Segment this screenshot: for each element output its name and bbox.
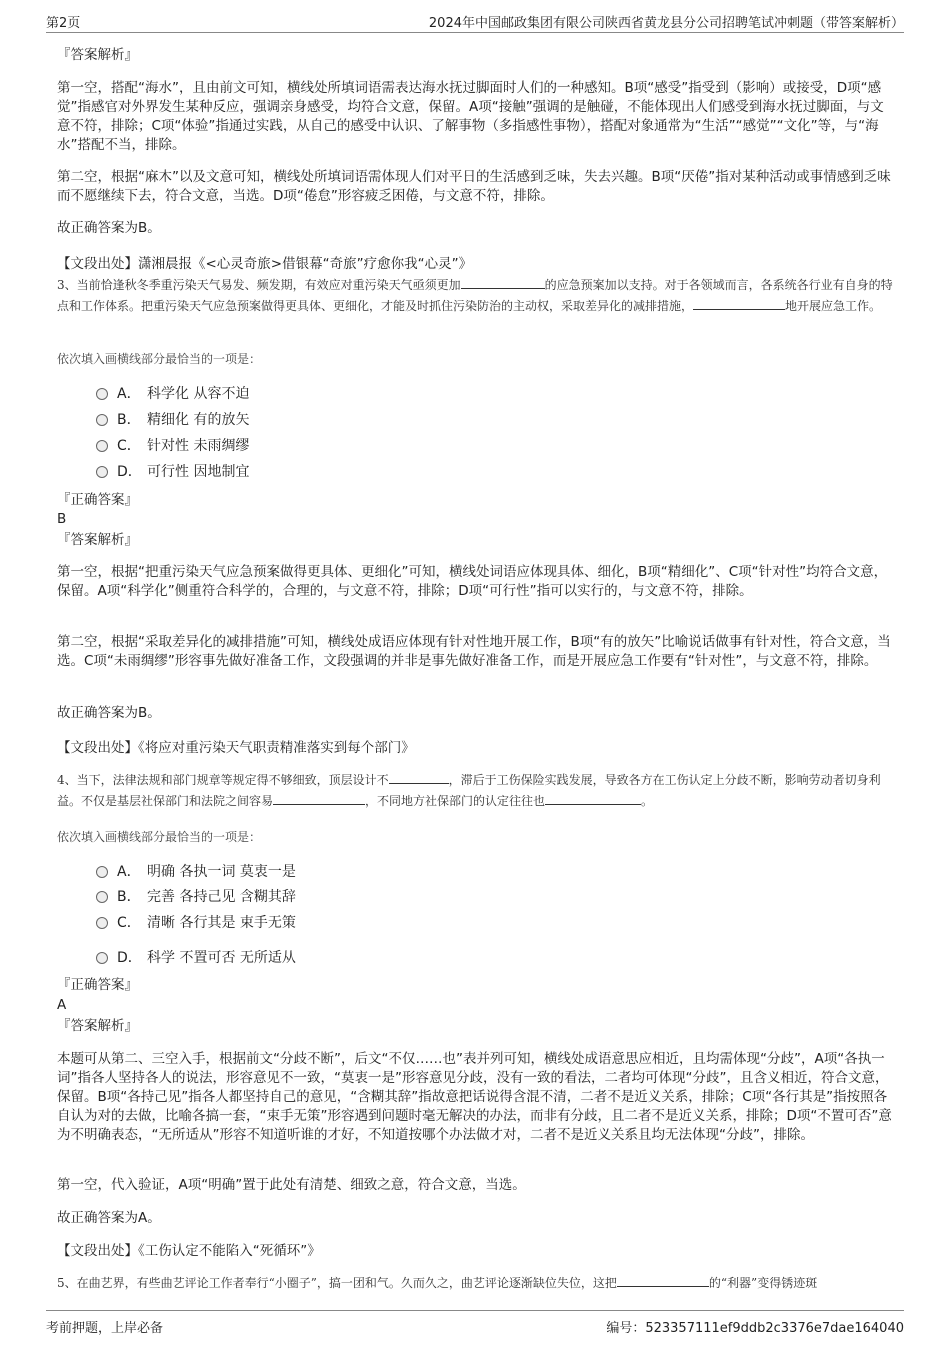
q2-source: 【文段出处】潇湘晨报《<心灵奇旅>借银幕“奇旅”疗愈你我“心灵”》 bbox=[57, 256, 473, 272]
footer-slogan: 考前押题，上岸必备 bbox=[46, 1321, 164, 1336]
q5-stem-part2: 的“利器”变得锈迹斑 bbox=[708, 1276, 818, 1290]
q4-option-b[interactable]: B． 完善 各持己见 含糊其辞 bbox=[96, 887, 296, 907]
document-code-label: 编号： bbox=[606, 1321, 646, 1336]
radio-icon[interactable] bbox=[96, 917, 108, 929]
q4-stem-part3: ，不同地方社保部门的认定往往也 bbox=[365, 794, 546, 808]
q5-blank-1 bbox=[617, 1274, 709, 1287]
document-title: 2024年中国邮政集团有限公司陕西省黄龙县分公司招聘笔试冲刺题（带答案解析） bbox=[428, 16, 904, 31]
q3-stem bbox=[57, 275, 897, 317]
q3-source: 【文段出处】《将应对重污染天气职责精准落实到每个部门》 bbox=[57, 740, 415, 756]
radio-icon[interactable] bbox=[96, 414, 108, 426]
q3-option-a[interactable]: A． 科学化 从容不迫 bbox=[96, 384, 249, 404]
q3-analysis-p2: 第二空，根据“采取差异化的减排措施”可知，横线处成语应体现有针对性地开展工作，B项“有的放矢”比喻说话做事有针对性，符合文意，当选。C项“未雨绸缪”形容事先做好准备工作，文段强调的并非是事先做好准备工作，而是开展应急工作要有“针对性”，与文意不符，排除。 bbox=[57, 634, 891, 669]
q5-stem-part1: 5、在曲艺界，有些曲艺评论工作者奉行“小圈子”，搞一团和气。久而久之，曲艺评论逐渐缺位失位，这把 bbox=[57, 1276, 617, 1290]
document-code bbox=[606, 1317, 904, 1336]
q3-option-d[interactable]: D． 可行性 因地制宜 bbox=[96, 462, 249, 482]
correct-label-q4: 『正确答案』 bbox=[57, 977, 138, 993]
q4-source: 【文段出处】《工伤认定不能陷入“死循环”》 bbox=[57, 1243, 321, 1259]
q3-stem-part3: 地开展应急工作。 bbox=[785, 299, 882, 313]
correct-label-q3: 『正确答案』 bbox=[57, 492, 138, 508]
q3-conclusion: 故正确答案为B。 bbox=[57, 705, 161, 721]
page-footer bbox=[46, 1310, 904, 1335]
q4-answer: A bbox=[57, 997, 67, 1013]
page-header bbox=[46, 12, 904, 33]
q3-analysis-p1: 第一空，根据“把重污染天气应急预案做得更具体、更细化”可知，横线处词语应体现具体、细化，B项“精细化”、C项“针对性”均符合文意，保留。A项“科学化”侧重符合科学的，合理的，与文意不符，排除；D项“可行性”指可以实行的，与文意不符，排除。 bbox=[57, 564, 888, 599]
q5-stem bbox=[57, 1273, 897, 1294]
radio-icon[interactable] bbox=[96, 440, 108, 452]
q2-analysis-p2: 第二空，根据“麻木”以及文意可知，横线处所填词语需体现人们对平日的生活感到乏味，失去兴趣。B项“厌倦”指对某种活动或事情感到乏味而不愿继续下去，符合文意，当选。D项“倦怠”形容疲乏困倦，与文意不符，排除。 bbox=[57, 169, 891, 204]
analysis-label-q3: 『答案解析』 bbox=[57, 532, 138, 548]
radio-icon[interactable] bbox=[96, 891, 108, 903]
q3-stem-part2: 的应急预案加以支持。对于各领域而言，各系统各行业有自身的特点和工作体系。把重污染天气应急预案做得更具体、更细化，才能及时抓住污染防治的主动权，采取差异化的减排措施， bbox=[57, 278, 893, 313]
q3-option-b[interactable]: B． 精细化 有的放矢 bbox=[96, 410, 249, 430]
q3-prompt: 依次填入画横线部分最恰当的一项是： bbox=[57, 352, 262, 366]
radio-icon[interactable] bbox=[96, 466, 108, 478]
radio-icon[interactable] bbox=[96, 388, 108, 400]
radio-icon[interactable] bbox=[96, 952, 108, 964]
q4-blank-3 bbox=[545, 792, 641, 805]
q4-option-a[interactable]: A． 明确 各执一词 莫衷一是 bbox=[96, 862, 296, 882]
q2-analysis-p1: 第一空，搭配“海水”，且由前文可知，横线处所填词语需表达海水抚过脚面时人们的一种感知。B项“感受”指受到（影响）或接受，D项“感觉”指感官对外界发生某种反应，强调亲身感受，均符合文意，保留。A项“接触”强调的是触碰，不能体现出人们感受到海水抚过脚面，与文意不符，排除；C项“体验”指通过实践，从自己的感受中认识、了解事物（多指感性事物），搭配对象通常为“生活”“感觉”“文化”等，与“海水”搭配不当，排除。 bbox=[57, 80, 884, 153]
q4-analysis-p2: 第一空，代入验证，A项“明确”置于此处有清楚、细致之意，符合文意，当选。 bbox=[57, 1177, 526, 1193]
q4-prompt: 依次填入画横线部分最恰当的一项是： bbox=[57, 830, 262, 844]
page-number: 第2页 bbox=[46, 16, 81, 31]
radio-icon[interactable] bbox=[96, 866, 108, 878]
q4-analysis-p1: 本题可从第二、三空入手，根据前文“分歧不断”，后文“不仅……也”表并列可知，横线处成语意思应相近，且均需体现“分歧”，A项“各执一词”指各人坚持各人的说法，形容意见不一致，“莫衷一是”形容意见分歧，没有一致的看法，二者均可体现“分歧”，且含义相近，符合文意，保留。B项“各持己见”指各人都坚持自己的意见，“含糊其辞”指故意把话说得含混不清，二者不是近义关系，排除；C项“各行其是”指按照各自认为对的去做，比喻各搞一套，“束手无策”形容遇到问题时毫无解决的办法，而非有分歧，且二者不是近义关系，排除；D项“不置可否”意为不明确表态，“无所适从”形容不知道听谁的才好，不知道按哪个办法做才对，二者不是近义关系且均无法体现“分歧”，排除。 bbox=[57, 1051, 892, 1143]
q3-stem-part1: 3、当前恰逢秋冬季重污染天气易发、频发期，有效应对重污染天气亟须更加 bbox=[57, 278, 461, 292]
q4-stem-part2: ，滞后于工伤保险实践发展，导致各方在工伤认定上分歧不断，影响劳动者切身利益。不仅是基层社保部门和法院之间容易 bbox=[57, 773, 881, 808]
q4-option-d[interactable]: D． 科学 不置可否 无所适从 bbox=[96, 948, 296, 968]
q3-blank-2 bbox=[693, 297, 785, 310]
q3-blank-1 bbox=[461, 276, 545, 289]
q4-blank-2 bbox=[273, 792, 365, 805]
q4-stem-part1: 4、当下，法律法规和部门规章等规定得不够细致，顶层设计不 bbox=[57, 773, 389, 787]
q2-conclusion: 故正确答案为B。 bbox=[57, 220, 161, 236]
document-code-value: 523357111ef9ddb2c3376e7dae164040 bbox=[645, 1321, 904, 1336]
analysis-label-q4: 『答案解析』 bbox=[57, 1018, 138, 1034]
q3-answer: B bbox=[57, 511, 67, 527]
q4-stem-part4: 。 bbox=[641, 794, 654, 808]
analysis-label-q2: 『答案解析』 bbox=[57, 47, 138, 63]
q4-conclusion: 故正确答案为A。 bbox=[57, 1210, 161, 1226]
q4-option-c[interactable]: C． 清晰 各行其是 束手无策 bbox=[96, 913, 296, 933]
q4-blank-1 bbox=[389, 771, 449, 784]
q4-stem bbox=[57, 770, 897, 812]
q3-option-c[interactable]: C． 针对性 未雨绸缪 bbox=[96, 436, 249, 456]
